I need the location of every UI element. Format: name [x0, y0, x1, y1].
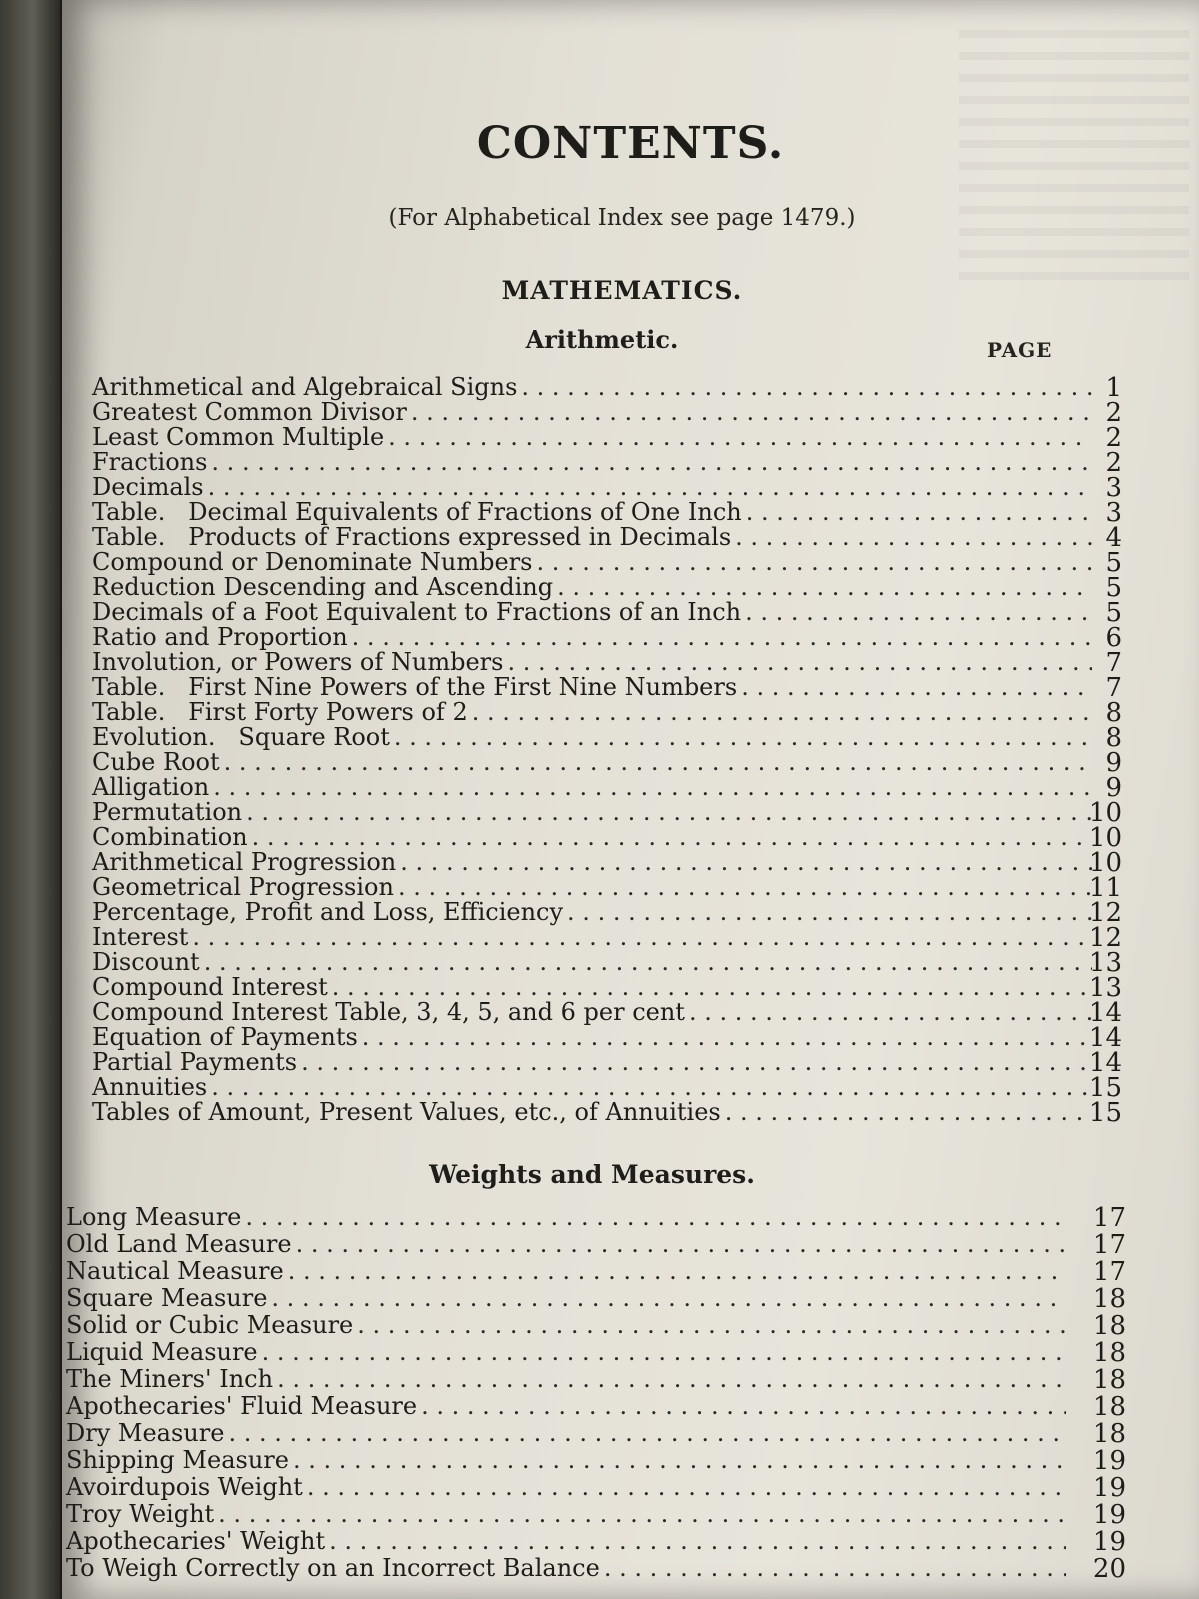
toc-entry	[92, 598, 1122, 628]
toc-entry-title: Apothecaries' Fluid Measure	[66, 1392, 418, 1420]
toc-entry-title: Interest	[92, 923, 189, 951]
toc-entry-page: 12	[1088, 898, 1122, 928]
toc-entry-page: 5	[1105, 573, 1122, 603]
toc-entry-page: 10	[1088, 848, 1122, 878]
part-heading: MATHEMATICS.	[501, 276, 743, 305]
toc-entry	[92, 948, 1122, 978]
toc-entry-page: 14	[1088, 1023, 1122, 1053]
toc-entry	[92, 673, 1122, 703]
dot-leader	[400, 848, 1092, 876]
dot-leader	[245, 1203, 1066, 1231]
toc-entry-page: 17	[1092, 1257, 1126, 1287]
toc-entry-title: Decimals of a Foot Equivalent to Fractions of an Inch	[92, 598, 742, 626]
toc-entry-title: Dry Measure	[66, 1419, 225, 1447]
toc-entry	[92, 1098, 1122, 1128]
dot-leader	[213, 773, 1092, 801]
toc-entry-page: 8	[1105, 723, 1122, 753]
toc-entry-title: Discount	[92, 948, 200, 976]
dot-leader	[211, 1073, 1092, 1101]
toc-entry-page: 7	[1105, 673, 1122, 703]
toc-entry-page: 7	[1105, 648, 1122, 678]
toc-entry-title: Square Measure	[66, 1284, 268, 1312]
toc-entry-page: 20	[1092, 1554, 1126, 1584]
dot-leader	[211, 448, 1092, 476]
toc-entry-page: 2	[1105, 423, 1122, 453]
toc-entry	[66, 1365, 1126, 1395]
dot-leader	[246, 798, 1092, 826]
toc-entry	[92, 573, 1122, 603]
toc-entry-title: Alligation	[92, 773, 210, 801]
toc-entry	[92, 973, 1122, 1003]
toc-entry	[66, 1311, 1126, 1341]
dot-leader	[745, 598, 1092, 626]
section-heading-arithmetic: Arithmetic.	[525, 325, 679, 354]
dot-leader	[388, 423, 1092, 451]
toc-entry-page: 19	[1092, 1473, 1126, 1503]
toc-entry-title: Table. Decimal Equivalents of Fractions of One Inch	[92, 498, 742, 526]
toc-entry-page: 14	[1088, 998, 1122, 1028]
dot-leader	[307, 1473, 1066, 1501]
toc-entry-title: Compound Interest Table, 3, 4, 5, and 6 per cent	[92, 998, 685, 1026]
toc-entry	[92, 398, 1122, 428]
toc-entry-page: 5	[1105, 548, 1122, 578]
toc-entry-page: 9	[1105, 748, 1122, 778]
toc-entry	[92, 423, 1122, 453]
toc-list-weights	[66, 1203, 1199, 1584]
facing-page-edge	[0, 0, 60, 1599]
toc-entry-title: Avoirdupois Weight	[66, 1473, 303, 1501]
toc-entry-title: Reduction Descending and Ascending	[92, 573, 554, 601]
dot-leader	[352, 623, 1092, 651]
dot-leader	[411, 398, 1092, 426]
toc-entry-page: 15	[1088, 1098, 1122, 1128]
dot-leader	[224, 748, 1092, 776]
toc-entry-title: Compound Interest	[92, 973, 328, 1001]
toc-entry	[66, 1500, 1126, 1530]
toc-entry	[92, 873, 1122, 903]
toc-entry-page: 18	[1092, 1284, 1126, 1314]
toc-entry	[92, 1073, 1122, 1103]
toc-entry-page: 2	[1105, 398, 1122, 428]
toc-entry-page: 14	[1088, 1048, 1122, 1078]
toc-entry-title: Apothecaries' Weight	[66, 1527, 326, 1555]
toc-entry-title: Evolution. Square Root	[92, 723, 390, 751]
toc-entry-title: Troy Weight	[66, 1500, 215, 1528]
toc-entry	[66, 1554, 1126, 1584]
toc-entry	[66, 1257, 1126, 1287]
toc-entry-title: Combination	[92, 823, 248, 851]
toc-entry-page: 2	[1105, 448, 1122, 478]
toc-entry-title: Permutation	[92, 798, 243, 826]
toc-entry-title: Tables of Amount, Present Values, etc., of Annuities	[92, 1098, 721, 1126]
toc-entry	[92, 798, 1122, 828]
toc-entry-page: 18	[1092, 1419, 1126, 1449]
toc-entry-page: 18	[1092, 1392, 1126, 1422]
toc-entry	[92, 723, 1122, 753]
dot-leader	[293, 1446, 1066, 1474]
dot-leader	[329, 1527, 1066, 1555]
toc-entry-page: 12	[1088, 923, 1122, 953]
toc-entry-page: 15	[1088, 1073, 1122, 1103]
dot-leader	[557, 573, 1092, 601]
dot-leader	[394, 723, 1092, 751]
toc-entry	[92, 548, 1122, 578]
toc-entry	[66, 1338, 1126, 1368]
toc-entry	[92, 1023, 1122, 1053]
toc-entry	[92, 898, 1122, 928]
toc-entry-title: Greatest Common Divisor	[92, 398, 407, 426]
toc-entry-title: Solid or Cubic Measure	[66, 1311, 354, 1339]
toc-entry-title: Fractions	[92, 448, 208, 476]
dot-leader	[507, 648, 1092, 676]
toc-entry-page: 10	[1088, 798, 1122, 828]
dot-leader	[192, 923, 1092, 951]
toc-entry-title: Old Land Measure	[66, 1230, 292, 1258]
toc-entry-title: Long Measure	[66, 1203, 242, 1231]
toc-entry-page: 8	[1105, 698, 1122, 728]
dot-leader	[725, 1098, 1092, 1126]
toc-entry-title: Cube Root	[92, 748, 220, 776]
toc-entry-page: 18	[1092, 1311, 1126, 1341]
dot-leader	[689, 998, 1092, 1026]
dot-leader	[332, 973, 1092, 1001]
dot-leader	[536, 548, 1092, 576]
dot-leader	[218, 1500, 1066, 1528]
toc-entry	[66, 1284, 1126, 1314]
toc-entry-title: To Weigh Correctly on an Incorrect Balance	[66, 1554, 600, 1582]
toc-entry	[66, 1446, 1126, 1476]
toc-entry	[92, 373, 1122, 403]
toc-entry-title: Equation of Payments	[92, 1023, 358, 1051]
toc-entry	[92, 623, 1122, 653]
toc-entry-title: The Miners' Inch	[66, 1365, 274, 1393]
toc-entry-page: 1	[1105, 373, 1122, 403]
toc-entry-page: 13	[1088, 973, 1122, 1003]
index-note: (For Alphabetical Index see page 1479.)	[388, 205, 856, 231]
toc-entry-title: Compound or Denominate Numbers	[92, 548, 533, 576]
dot-leader	[277, 1365, 1066, 1393]
toc-entry-page: 19	[1092, 1527, 1126, 1557]
toc-entry	[66, 1203, 1126, 1233]
toc-entry	[66, 1527, 1126, 1557]
toc-entry-title: Table. First Forty Powers of 2	[92, 698, 468, 726]
dot-leader	[301, 1048, 1092, 1076]
toc-entry-title: Table. First Nine Powers of the First Nine Numbers	[92, 673, 738, 701]
toc-entry-page: 18	[1092, 1338, 1126, 1368]
toc-entry-page: 6	[1105, 623, 1122, 653]
dot-leader	[271, 1284, 1066, 1312]
toc-entry-title: Annuities	[92, 1073, 208, 1101]
toc-entry-title: Involution, or Powers of Numbers	[92, 648, 504, 676]
toc-entry	[92, 648, 1122, 678]
toc-entry-page: 19	[1092, 1500, 1126, 1530]
toc-entry	[66, 1392, 1126, 1422]
toc-list-arithmetic	[92, 373, 1199, 1128]
toc-entry-title: Partial Payments	[92, 1048, 298, 1076]
dot-leader	[746, 498, 1092, 526]
toc-entry-title: Percentage, Profit and Loss, Efficiency	[92, 898, 564, 926]
toc-entry	[92, 773, 1122, 803]
toc-entry-page: 19	[1092, 1446, 1126, 1476]
toc-entry	[66, 1419, 1126, 1449]
toc-entry-title: Nautical Measure	[66, 1257, 284, 1285]
toc-entry	[92, 923, 1122, 953]
dot-leader	[228, 1419, 1066, 1447]
toc-entry-page: 10	[1088, 823, 1122, 853]
toc-entry-title: Ratio and Proportion	[92, 623, 348, 651]
toc-entry	[66, 1230, 1126, 1260]
toc-entry	[92, 498, 1122, 528]
toc-entry	[92, 698, 1122, 728]
dot-leader	[567, 898, 1092, 926]
dot-leader	[421, 1392, 1066, 1420]
toc-entry-title: Arithmetical and Algebraical Signs	[92, 373, 518, 401]
dot-leader	[204, 948, 1092, 976]
dot-leader	[604, 1554, 1066, 1582]
toc-entry-page: 5	[1105, 598, 1122, 628]
dot-leader	[208, 473, 1092, 501]
toc-entry	[92, 448, 1122, 478]
dot-leader	[288, 1257, 1066, 1285]
toc-entry	[66, 1473, 1126, 1503]
toc-entry	[92, 1048, 1122, 1078]
dot-leader	[741, 673, 1092, 701]
toc-entry	[92, 748, 1122, 778]
toc-entry-title: Table. Products of Fractions expressed in Decimals	[92, 523, 732, 551]
dot-leader	[357, 1311, 1066, 1339]
toc-entry-page: 17	[1092, 1203, 1126, 1233]
toc-entry-page: 4	[1105, 523, 1122, 553]
toc-entry-title: Decimals	[92, 473, 204, 501]
toc-entry	[92, 523, 1122, 553]
toc-entry	[92, 473, 1122, 503]
book-page	[62, 0, 1199, 1599]
dot-leader	[252, 823, 1092, 851]
toc-entry	[92, 823, 1122, 853]
dot-leader	[296, 1230, 1066, 1258]
toc-entry-page: 11	[1088, 873, 1122, 903]
toc-entry	[92, 998, 1122, 1028]
toc-entry-page: 18	[1092, 1365, 1126, 1395]
section-heading-weights: Weights and Measures.	[429, 1160, 755, 1189]
toc-entry-page: 17	[1092, 1230, 1126, 1260]
toc-entry-title: Arithmetical Progression	[92, 848, 397, 876]
toc-entry-page: 3	[1105, 473, 1122, 503]
page-title: CONTENTS.	[476, 118, 785, 169]
dot-leader	[521, 373, 1092, 401]
page-column-label: PAGE	[987, 338, 1053, 362]
toc-entry-page: 9	[1105, 773, 1122, 803]
toc-entry-title: Shipping Measure	[66, 1446, 289, 1474]
toc-entry-page: 3	[1105, 498, 1122, 528]
dot-leader	[735, 523, 1092, 551]
dot-leader	[398, 873, 1092, 901]
toc-entry-title: Geometrical Progression	[92, 873, 394, 901]
toc-entry-page: 13	[1088, 948, 1122, 978]
toc-entry-title: Liquid Measure	[66, 1338, 258, 1366]
dot-leader	[472, 698, 1092, 726]
dot-leader	[362, 1023, 1092, 1051]
toc-entry-title: Least Common Multiple	[92, 423, 385, 451]
toc-entry	[92, 848, 1122, 878]
dot-leader	[262, 1338, 1066, 1366]
